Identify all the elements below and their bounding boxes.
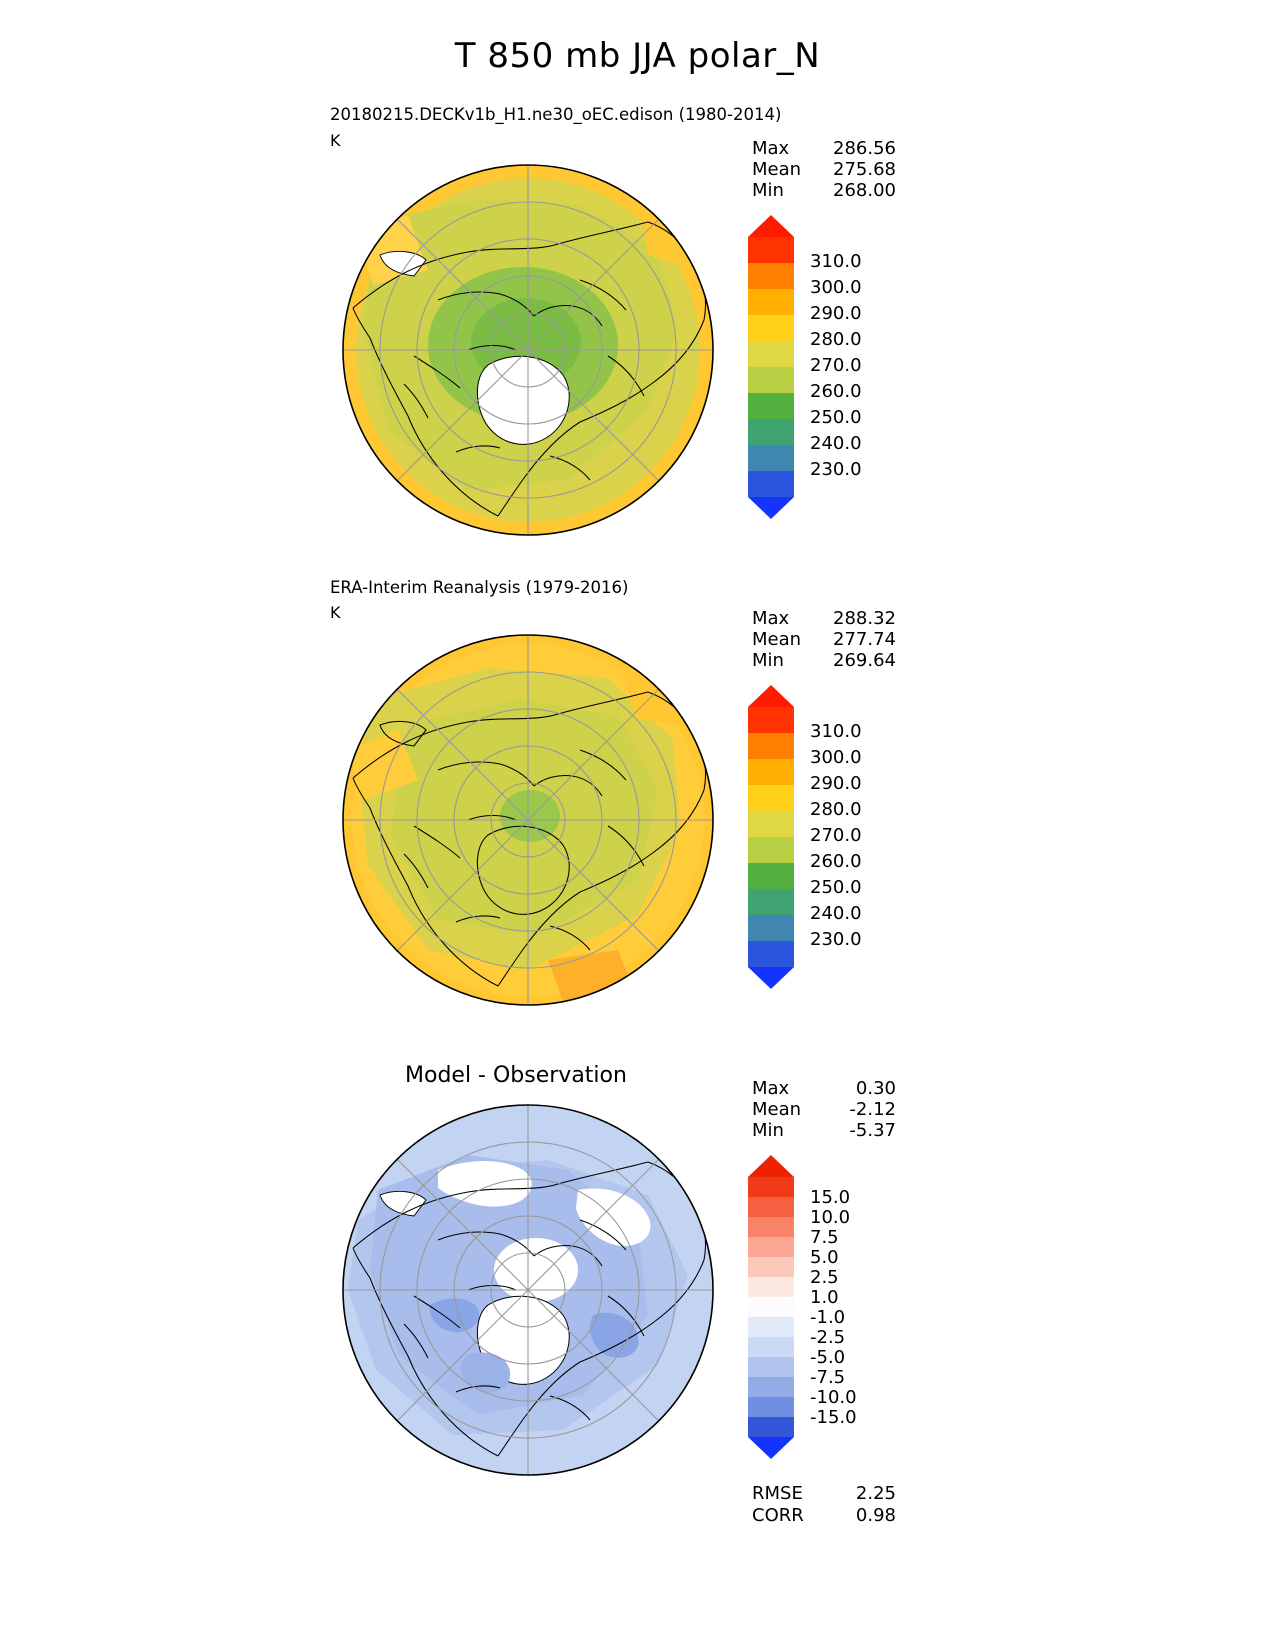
colorbar-over-arrow bbox=[748, 215, 794, 237]
colorbar-segment bbox=[748, 785, 794, 811]
colorbar-tick: 290.0 bbox=[810, 773, 862, 794]
colorbar-tick: -15.0 bbox=[810, 1407, 857, 1428]
colorbar-segment bbox=[748, 1217, 794, 1237]
stat-value: 269.64 bbox=[833, 650, 896, 671]
colorbar-segment bbox=[748, 733, 794, 759]
colorbar-segment bbox=[748, 1297, 794, 1317]
colorbar-tick: 280.0 bbox=[810, 329, 862, 350]
colorbar-segment bbox=[748, 1377, 794, 1397]
colorbar-segment bbox=[748, 237, 794, 263]
colorbar-segment bbox=[748, 1237, 794, 1257]
colorbar-segment bbox=[748, 341, 794, 367]
colorbar-segment bbox=[748, 1317, 794, 1337]
stat-label: Min bbox=[752, 650, 784, 671]
colorbar-segment bbox=[748, 315, 794, 341]
colorbar-segment bbox=[748, 863, 794, 889]
colorbar-segment bbox=[748, 1257, 794, 1277]
stat-value: 0.30 bbox=[855, 1078, 896, 1099]
colorbar-under-arrow bbox=[748, 1437, 794, 1459]
stat-value: 2.25 bbox=[855, 1483, 896, 1504]
colorbar-segment bbox=[748, 889, 794, 915]
colorbar-tick: 300.0 bbox=[810, 277, 862, 298]
panel-observation-stats bbox=[752, 608, 896, 671]
stat-value: 277.74 bbox=[833, 629, 896, 650]
colorbar-segment bbox=[748, 393, 794, 419]
colorbar-tick: -5.0 bbox=[810, 1347, 846, 1368]
colorbar-segment bbox=[748, 263, 794, 289]
colorbar-tick: 240.0 bbox=[810, 903, 862, 924]
stat-label: RMSE bbox=[752, 1483, 803, 1504]
colorbar-tick: 230.0 bbox=[810, 459, 862, 480]
colorbar-segment bbox=[748, 941, 794, 967]
colorbar-tick: 260.0 bbox=[810, 851, 862, 872]
colorbar-tick: 280.0 bbox=[810, 799, 862, 820]
colorbar-tick: 250.0 bbox=[810, 877, 862, 898]
stat-label: Min bbox=[752, 1120, 784, 1141]
stat-label: Mean bbox=[752, 629, 802, 650]
colorbar-segment bbox=[748, 1197, 794, 1217]
panel-difference-subtitle: Model - Observation bbox=[405, 1063, 627, 1088]
panel-observation-subtitle: ERA-Interim Reanalysis (1979-2016) bbox=[330, 578, 629, 597]
colorbar-tick: 310.0 bbox=[810, 721, 862, 742]
colorbar-segment bbox=[748, 471, 794, 497]
panel-observation-units: K bbox=[330, 603, 341, 622]
stat-label: Max bbox=[752, 1078, 790, 1099]
colorbar-tick: -7.5 bbox=[810, 1367, 846, 1388]
colorbar-tick: 5.0 bbox=[810, 1247, 839, 1268]
colorbar-segment bbox=[748, 707, 794, 733]
colorbar-segment bbox=[748, 445, 794, 471]
colorbar-segment bbox=[748, 915, 794, 941]
colorbar-segment bbox=[748, 1397, 794, 1417]
panel-model-units: K bbox=[330, 131, 341, 150]
panel-model-subtitle: 20180215.DECKv1b_H1.ne30_oEC.edison (1980-2014) bbox=[330, 105, 782, 124]
colorbar-tick: 230.0 bbox=[810, 929, 862, 950]
colorbar-tick: 270.0 bbox=[810, 825, 862, 846]
panel-model-stats bbox=[752, 138, 896, 201]
colorbar-under-arrow bbox=[748, 497, 794, 519]
colorbar-tick: -1.0 bbox=[810, 1307, 846, 1328]
stat-label: Mean bbox=[752, 1099, 802, 1120]
colorbar-segment bbox=[748, 1277, 794, 1297]
colorbar-segment bbox=[748, 419, 794, 445]
stat-value: 286.56 bbox=[833, 138, 896, 159]
colorbar-segment bbox=[748, 1357, 794, 1377]
colorbar-tick: 2.5 bbox=[810, 1267, 839, 1288]
panel-difference-stats bbox=[752, 1078, 896, 1141]
stat-label: Max bbox=[752, 608, 790, 629]
stat-label: Mean bbox=[752, 159, 802, 180]
colorbar-tick: 300.0 bbox=[810, 747, 862, 768]
colorbar-tick: 260.0 bbox=[810, 381, 862, 402]
page-title: T 850 mb JJA polar_N bbox=[454, 36, 821, 76]
polar-map-observation bbox=[318, 630, 738, 1030]
colorbar-over-arrow bbox=[748, 1155, 794, 1177]
stat-value: -5.37 bbox=[849, 1120, 896, 1141]
colorbar-under-arrow bbox=[748, 967, 794, 989]
colorbar-tick: 250.0 bbox=[810, 407, 862, 428]
colorbar-tick: 7.5 bbox=[810, 1227, 839, 1248]
colorbar-over-arrow bbox=[748, 685, 794, 707]
colorbar-segment bbox=[748, 1337, 794, 1357]
colorbar-segment bbox=[748, 759, 794, 785]
stat-label: Max bbox=[752, 138, 790, 159]
colorbar-tick: 310.0 bbox=[810, 251, 862, 272]
stat-value: 0.98 bbox=[855, 1505, 896, 1526]
colorbar-tick: -2.5 bbox=[810, 1327, 846, 1348]
colorbar-segment bbox=[748, 367, 794, 393]
stat-value: -2.12 bbox=[849, 1099, 896, 1120]
colorbar-tick: 1.0 bbox=[810, 1287, 839, 1308]
stat-value: 288.32 bbox=[833, 608, 896, 629]
polar-map-model bbox=[318, 160, 738, 560]
colorbar-segment bbox=[748, 1417, 794, 1437]
colorbar-tick: 290.0 bbox=[810, 303, 862, 324]
stat-value: 268.00 bbox=[833, 180, 896, 201]
colorbar-tick: 240.0 bbox=[810, 433, 862, 454]
stat-label: Min bbox=[752, 180, 784, 201]
colorbar-tick: -10.0 bbox=[810, 1387, 857, 1408]
colorbar-tick: 10.0 bbox=[810, 1207, 851, 1228]
stat-label: CORR bbox=[752, 1505, 804, 1526]
colorbar-tick: 15.0 bbox=[810, 1187, 851, 1208]
colorbar-segment bbox=[748, 837, 794, 863]
polar-map-difference bbox=[318, 1100, 738, 1500]
colorbar-segment bbox=[748, 811, 794, 837]
stat-value: 275.68 bbox=[833, 159, 896, 180]
colorbar-segment bbox=[748, 289, 794, 315]
colorbar-tick: 270.0 bbox=[810, 355, 862, 376]
colorbar-segment bbox=[748, 1177, 794, 1197]
panel-difference-footer-stats bbox=[752, 1483, 896, 1527]
